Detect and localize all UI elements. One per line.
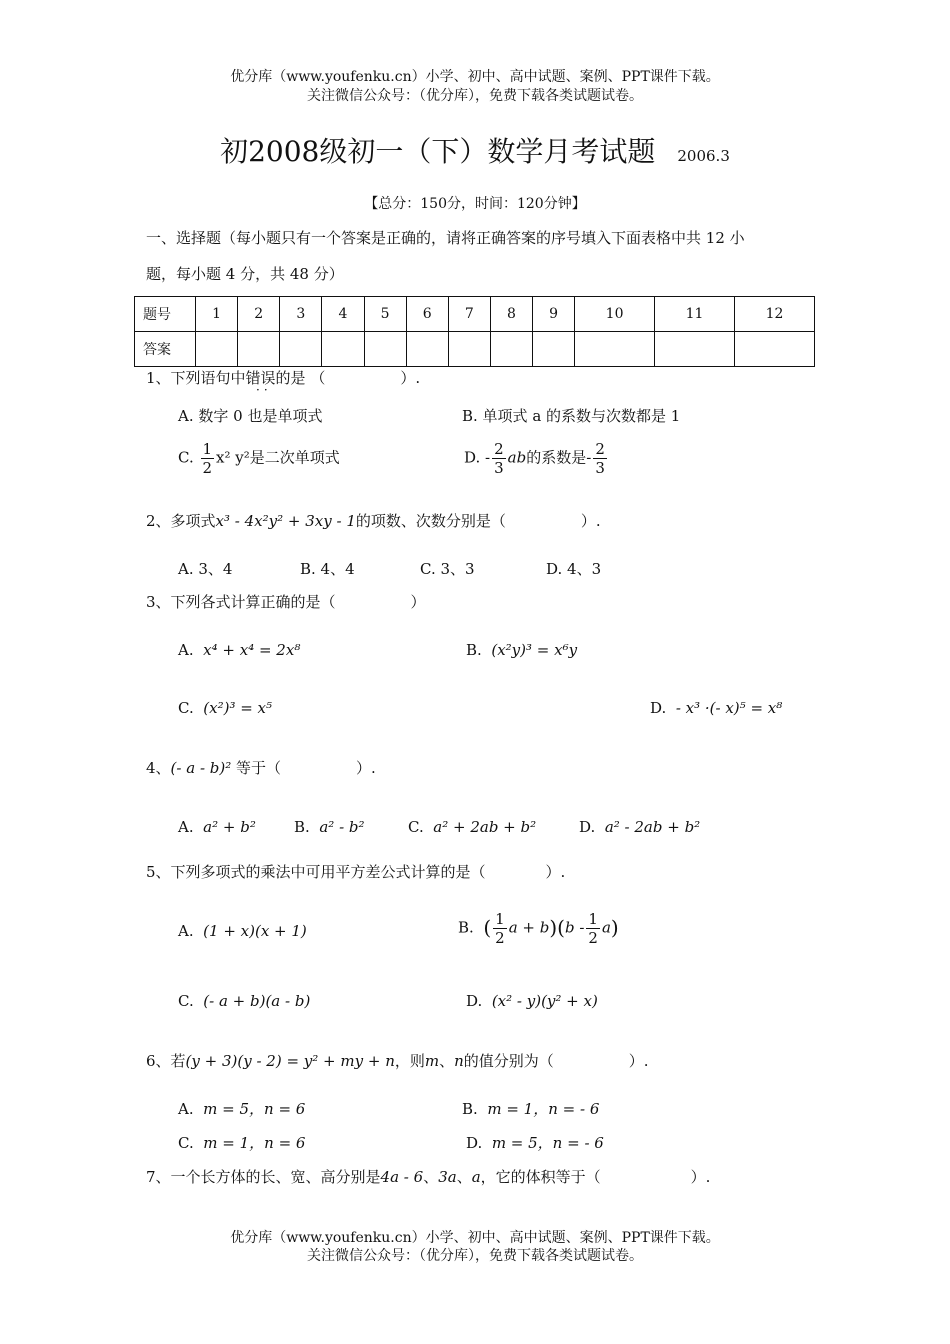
q5-b-fraction-2: [586, 910, 600, 947]
q5-b-label: B.: [458, 918, 474, 937]
q6-d-expr: m = 5，n = - 6: [491, 1134, 604, 1152]
q4-a-expr: a² + b²: [203, 818, 256, 836]
answer-table-answer-row: [135, 332, 815, 367]
q5-b-fraction: [493, 910, 507, 947]
frac-denominator: 3: [595, 459, 605, 477]
q6-c-label: C.: [178, 1134, 194, 1152]
q7-height: a: [471, 1168, 481, 1186]
q4-suffix: 等于（ ）.: [236, 759, 376, 777]
q-number-cell: 9: [533, 297, 575, 332]
header-line-2: 关注微信公众号：（优分库），免费下载各类试题试卷。: [307, 88, 643, 104]
q5-b-expr-2: b -: [564, 918, 585, 937]
frac-denominator: 2: [202, 459, 213, 477]
frac-denominator: 2: [495, 929, 505, 947]
q6-option-b[interactable]: [462, 1099, 599, 1119]
q4-option-b[interactable]: [294, 817, 365, 837]
q5-c-expr: (- a + b)(a - b): [203, 992, 311, 1010]
q-number-cell: 4: [322, 297, 364, 332]
q6-m: m: [424, 1052, 440, 1070]
q1-c-text: 是二次单项式: [249, 448, 340, 467]
q1-option-b[interactable]: B. 单项式 a 的系数与次数都是 1: [462, 407, 681, 425]
q5-option-b[interactable]: [458, 910, 619, 947]
q4-d-label: D.: [579, 818, 596, 836]
answer-cell[interactable]: [655, 332, 735, 367]
q-number-cell: 2: [238, 297, 280, 332]
q1-c-fraction: [201, 440, 215, 477]
score-info: 【总分：150分，时间：120分钟】: [364, 196, 586, 212]
q6-d-label: D.: [466, 1134, 483, 1152]
answer-table-header-row: [135, 297, 815, 332]
frac-numerator: 1: [495, 910, 505, 928]
q5-a-expr: (1 + x)(x + 1): [203, 922, 307, 940]
q1-option-a[interactable]: A. 数字 0 也是单项式: [178, 407, 323, 425]
q6-option-d[interactable]: [466, 1133, 604, 1153]
q1-option-d[interactable]: [464, 440, 609, 477]
q5-b-expr-1: a + b: [508, 918, 550, 937]
q-number-cell: 11: [655, 297, 735, 332]
q6-option-a[interactable]: [178, 1099, 305, 1119]
q6-middle: ，则: [394, 1052, 425, 1070]
q3-c-label: C.: [178, 699, 194, 717]
q3-option-b[interactable]: [466, 640, 577, 660]
q1-c-expr: x² y²: [216, 448, 250, 467]
footer-line-1: 优分库（www.youfenku.cn）小学、初中、高中试题、案例、PPT课件下载。: [230, 1230, 720, 1246]
q4-stem: [146, 758, 376, 778]
q3-a-expr: x⁴ + x⁴ = 2x⁸: [203, 641, 301, 659]
q2-option-c[interactable]: C. 3、3: [420, 560, 475, 578]
frac-numerator: 1: [588, 910, 598, 928]
q1-d-label: D.: [464, 448, 481, 467]
answer-cell[interactable]: [364, 332, 406, 367]
section1-heading-line1: 一、选择题（每小题只有一个答案是正确的，请将正确答案的序号填入下面表格中共 12 小: [146, 229, 745, 247]
q5-option-a[interactable]: [178, 921, 307, 941]
answer-cell[interactable]: [448, 332, 490, 367]
q6-stem: [146, 1051, 649, 1071]
q-number-cell: 6: [406, 297, 448, 332]
q5-d-label: D.: [466, 992, 483, 1010]
header-line-1: 优分库（www.youfenku.cn）小学、初中、高中试题、案例、PPT课件下载。: [230, 69, 720, 85]
q3-d-label: D.: [650, 699, 667, 717]
q-number-cell: 5: [364, 297, 406, 332]
q7-stem: [146, 1167, 710, 1187]
q1-c-label: C.: [178, 448, 194, 467]
title-text: 初2008级初一（下）数学月考试题: [220, 135, 656, 168]
q3-d-expr: - x³ ·(- x)⁵ = x⁸: [675, 699, 783, 717]
q7-prefix: 7、一个长方体的长、宽、高分别是: [146, 1168, 381, 1186]
q6-a-label: A.: [178, 1100, 194, 1118]
q4-b-label: B.: [294, 818, 310, 836]
q1-d-expr: ab: [507, 448, 527, 467]
q5-b-paren-open: (: [483, 915, 492, 940]
q4-option-c[interactable]: [408, 817, 536, 837]
q5-c-label: C.: [178, 992, 194, 1010]
q5-b-paren-close-2: ): [610, 915, 619, 940]
q3-stem: 3、下列各式计算正确的是（ ）: [146, 593, 426, 611]
q6-sep: 、: [439, 1052, 455, 1070]
q5-option-d[interactable]: [466, 991, 598, 1011]
frac-denominator: 2: [588, 929, 598, 947]
page-title: [0, 130, 950, 170]
answer-cell[interactable]: [406, 332, 448, 367]
answer-cell[interactable]: [735, 332, 815, 367]
q2-option-d[interactable]: D. 4、3: [546, 560, 602, 578]
q4-a-label: A.: [178, 818, 194, 836]
q7-width: 3a: [438, 1168, 457, 1186]
q5-option-c[interactable]: [178, 991, 310, 1011]
footer-line-2: 关注微信公众号：（优分库），免费下载各类试题试卷。: [307, 1248, 643, 1264]
q6-a-expr: m = 5，n = 6: [203, 1100, 306, 1118]
q-number-cell: 1: [196, 297, 238, 332]
answer-cell[interactable]: [196, 332, 238, 367]
q3-a-label: A.: [178, 641, 194, 659]
q5-b-expr-3: a: [601, 918, 611, 937]
q2-stem: [146, 511, 601, 531]
q5-stem: 5、下列多项式的乘法中可用平方差公式计算的是（ ）.: [146, 863, 566, 881]
q1-option-c[interactable]: [178, 440, 340, 477]
q6-expr: (y + 3)(y - 2) = y² + my + n: [185, 1052, 395, 1070]
q7-sep-2: 、: [456, 1168, 472, 1186]
answer-cell[interactable]: [533, 332, 575, 367]
answer-label: 答案: [135, 332, 196, 367]
answer-cell[interactable]: [322, 332, 364, 367]
q3-option-a[interactable]: [178, 640, 300, 660]
q4-b-expr: a² - b²: [319, 818, 365, 836]
answer-cell[interactable]: [490, 332, 532, 367]
q3-option-d[interactable]: [650, 698, 782, 718]
question-number-label: 题号: [135, 297, 196, 332]
frac-numerator: 2: [494, 440, 504, 458]
q-number-cell: 8: [490, 297, 532, 332]
q1-d-text: 的系数是: [526, 448, 587, 467]
q-number-cell: 7: [448, 297, 490, 332]
q-number-cell: 3: [280, 297, 322, 332]
q4-c-label: C.: [408, 818, 424, 836]
q1-d-minus: -: [485, 448, 491, 467]
q5-d-expr: (x² - y)(y² + x): [491, 992, 598, 1010]
q6-option-c[interactable]: [178, 1133, 305, 1153]
q7-sep-1: 、: [423, 1168, 439, 1186]
q4-prefix: 4、: [146, 759, 171, 777]
answer-cell[interactable]: [280, 332, 322, 367]
q7-suffix: ，它的体积等于（ ）.: [480, 1168, 711, 1186]
q3-b-label: B.: [466, 641, 482, 659]
q3-option-c[interactable]: [178, 698, 272, 718]
q1-stem: 1、下列语句中错误的是 （ ）.: [146, 369, 421, 387]
q6-prefix: 6、若: [146, 1052, 186, 1070]
q6-c-expr: m = 1，n = 6: [203, 1134, 306, 1152]
q4-expr: (- a - b)²: [170, 759, 232, 777]
q1-d-minus-2: -: [586, 448, 592, 467]
answer-cell[interactable]: [575, 332, 655, 367]
frac-numerator: 1: [202, 440, 213, 458]
q3-c-expr: (x²)³ = x⁵: [203, 699, 273, 717]
q4-d-expr: a² - 2ab + b²: [604, 818, 701, 836]
q4-c-expr: a² + 2ab + b²: [433, 818, 537, 836]
q-number-cell: 12: [735, 297, 815, 332]
q-number-cell: 10: [575, 297, 655, 332]
frac-denominator: 3: [494, 459, 504, 477]
frac-numerator: 2: [595, 440, 605, 458]
answer-cell[interactable]: [238, 332, 280, 367]
exam-date: 2006.3: [677, 147, 730, 165]
q4-option-a[interactable]: [178, 817, 256, 837]
q5-a-label: A.: [178, 922, 194, 940]
q6-b-label: B.: [462, 1100, 478, 1118]
q2-expr: x³ - 4x²y² + 3xy - 1: [215, 512, 356, 530]
q6-b-expr: m = 1，n = - 6: [487, 1100, 600, 1118]
section1-heading-line2: 题，每小题 4 分，共 48 分）: [146, 265, 344, 283]
q6-n: n: [454, 1052, 464, 1070]
q5-b-paren-close: )(: [549, 915, 565, 940]
q1-d-fraction: [492, 440, 506, 477]
answer-table: [134, 296, 815, 367]
q3-b-expr: (x²y)³ = x⁶y: [491, 641, 578, 659]
q2-option-a[interactable]: A. 3、4: [178, 560, 233, 578]
q2-suffix: 的项数、次数分别是（ ）.: [355, 512, 601, 530]
q1-d-fraction-2: [593, 440, 607, 477]
q2-prefix: 2、多项式: [146, 512, 216, 530]
q2-option-b[interactable]: B. 4、4: [300, 560, 355, 578]
q6-suffix: 的值分别为（ ）.: [463, 1052, 649, 1070]
q7-length: 4a - 6: [380, 1168, 424, 1186]
q4-option-d[interactable]: [579, 817, 700, 837]
q1-emphasis-dots: ··: [256, 383, 272, 397]
